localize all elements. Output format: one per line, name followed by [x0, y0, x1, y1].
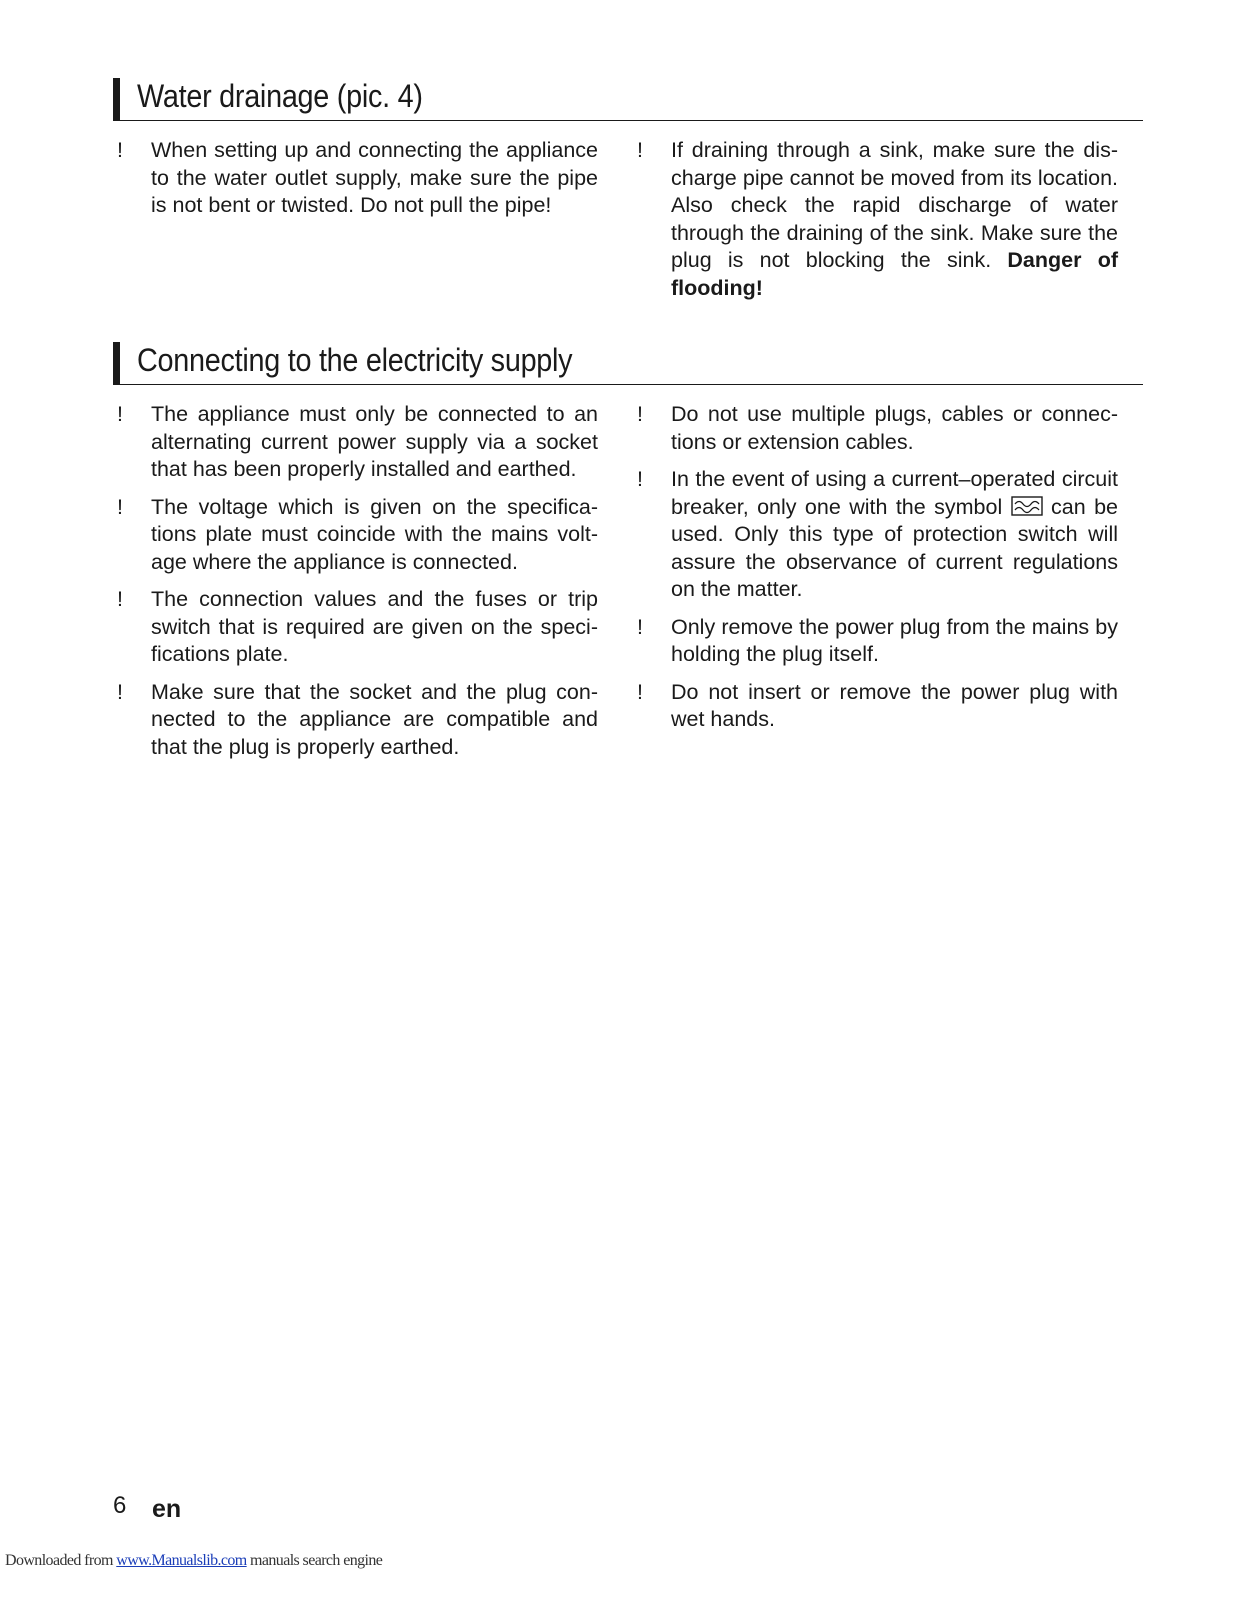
section-heading-water-drainage [113, 74, 1143, 121]
item-text: can be used. Only this type of protection switch will assure the observance of current regulations on the matter. [671, 494, 1119, 601]
item-text: In the event of using a current–operated circuit breaker, only one with the symbol [671, 467, 1118, 519]
item-text: The connection values and the fuses or trip switch that is required are given on the specifications plate. [151, 587, 598, 666]
list-item [633, 466, 1118, 604]
list-item [113, 137, 598, 220]
item-text: Do not insert or remove the power plug with wet hands. [671, 679, 1118, 731]
item-text: Only remove the power plug from the mains by holding the plug itself. [671, 614, 1118, 666]
language-code: en [152, 1495, 182, 1523]
water-drainage-left-column [113, 137, 598, 230]
manualslib-link[interactable]: www.Manualslib.com [116, 1552, 247, 1569]
section-title: Connecting to the electricity supply [137, 342, 573, 378]
item-text: The appliance must only be connected to an alternating current power supply via a socket that has been properly installed and earthed. [151, 402, 598, 481]
item-text: When setting up and connecting the appliance to the water outlet supply, make sure the pipe is not bent or twisted. Do not pull the pipe! [151, 138, 598, 217]
electricity-left-column [113, 401, 598, 771]
item-text: Do not use multiple plugs, cables or connections or extension cables. [671, 402, 1118, 454]
rcd-wave-symbol-icon [1011, 496, 1043, 516]
heading-bar [113, 78, 120, 120]
list-item [113, 401, 598, 484]
exclamation-mark-icon: ! [637, 402, 643, 426]
list-item [633, 614, 1118, 669]
download-footer [5, 1552, 382, 1570]
exclamation-mark-icon: ! [117, 679, 123, 704]
item-text: Make sure that the socket and the plug connected to the appliance are compatible and that the plug is properly earthed. [151, 679, 598, 759]
electricity-right-column [633, 401, 1118, 744]
item-text: If draining through a sink, make sure the discharge pipe cannot be moved from its location. Also check the rapid discharge of water through the draining of the sink. Make sure the plug is not blocking the sink. [671, 138, 1118, 272]
exclamation-mark-icon: ! [637, 679, 643, 704]
water-drainage-right-column [633, 137, 1118, 312]
item-text: The voltage which is given on the specifications plate must coincide with the mains voltage where the appliance is connected. [151, 494, 598, 574]
footer-suffix: manuals search engine [246, 1552, 383, 1569]
list-item [113, 494, 598, 577]
section-heading-electricity-supply [113, 338, 1143, 385]
list-item [113, 586, 598, 669]
exclamation-mark-icon: ! [117, 402, 123, 426]
exclamation-mark-icon: ! [637, 467, 643, 491]
heading-bar [113, 342, 120, 384]
exclamation-mark-icon: ! [117, 138, 123, 162]
exclamation-mark-icon: ! [637, 614, 643, 639]
list-item [633, 679, 1118, 734]
list-item [633, 401, 1118, 456]
list-item [113, 679, 598, 762]
exclamation-mark-icon: ! [117, 587, 123, 611]
exclamation-mark-icon: ! [637, 138, 643, 162]
footer-prefix: Downloaded from [5, 1552, 117, 1569]
exclamation-mark-icon: ! [117, 494, 123, 519]
page-number: 6 [113, 1492, 127, 1519]
section-title: Water drainage (pic. 4) [137, 78, 423, 114]
list-item [633, 137, 1118, 302]
danger-warning: Danger of flooding! [671, 248, 1118, 300]
